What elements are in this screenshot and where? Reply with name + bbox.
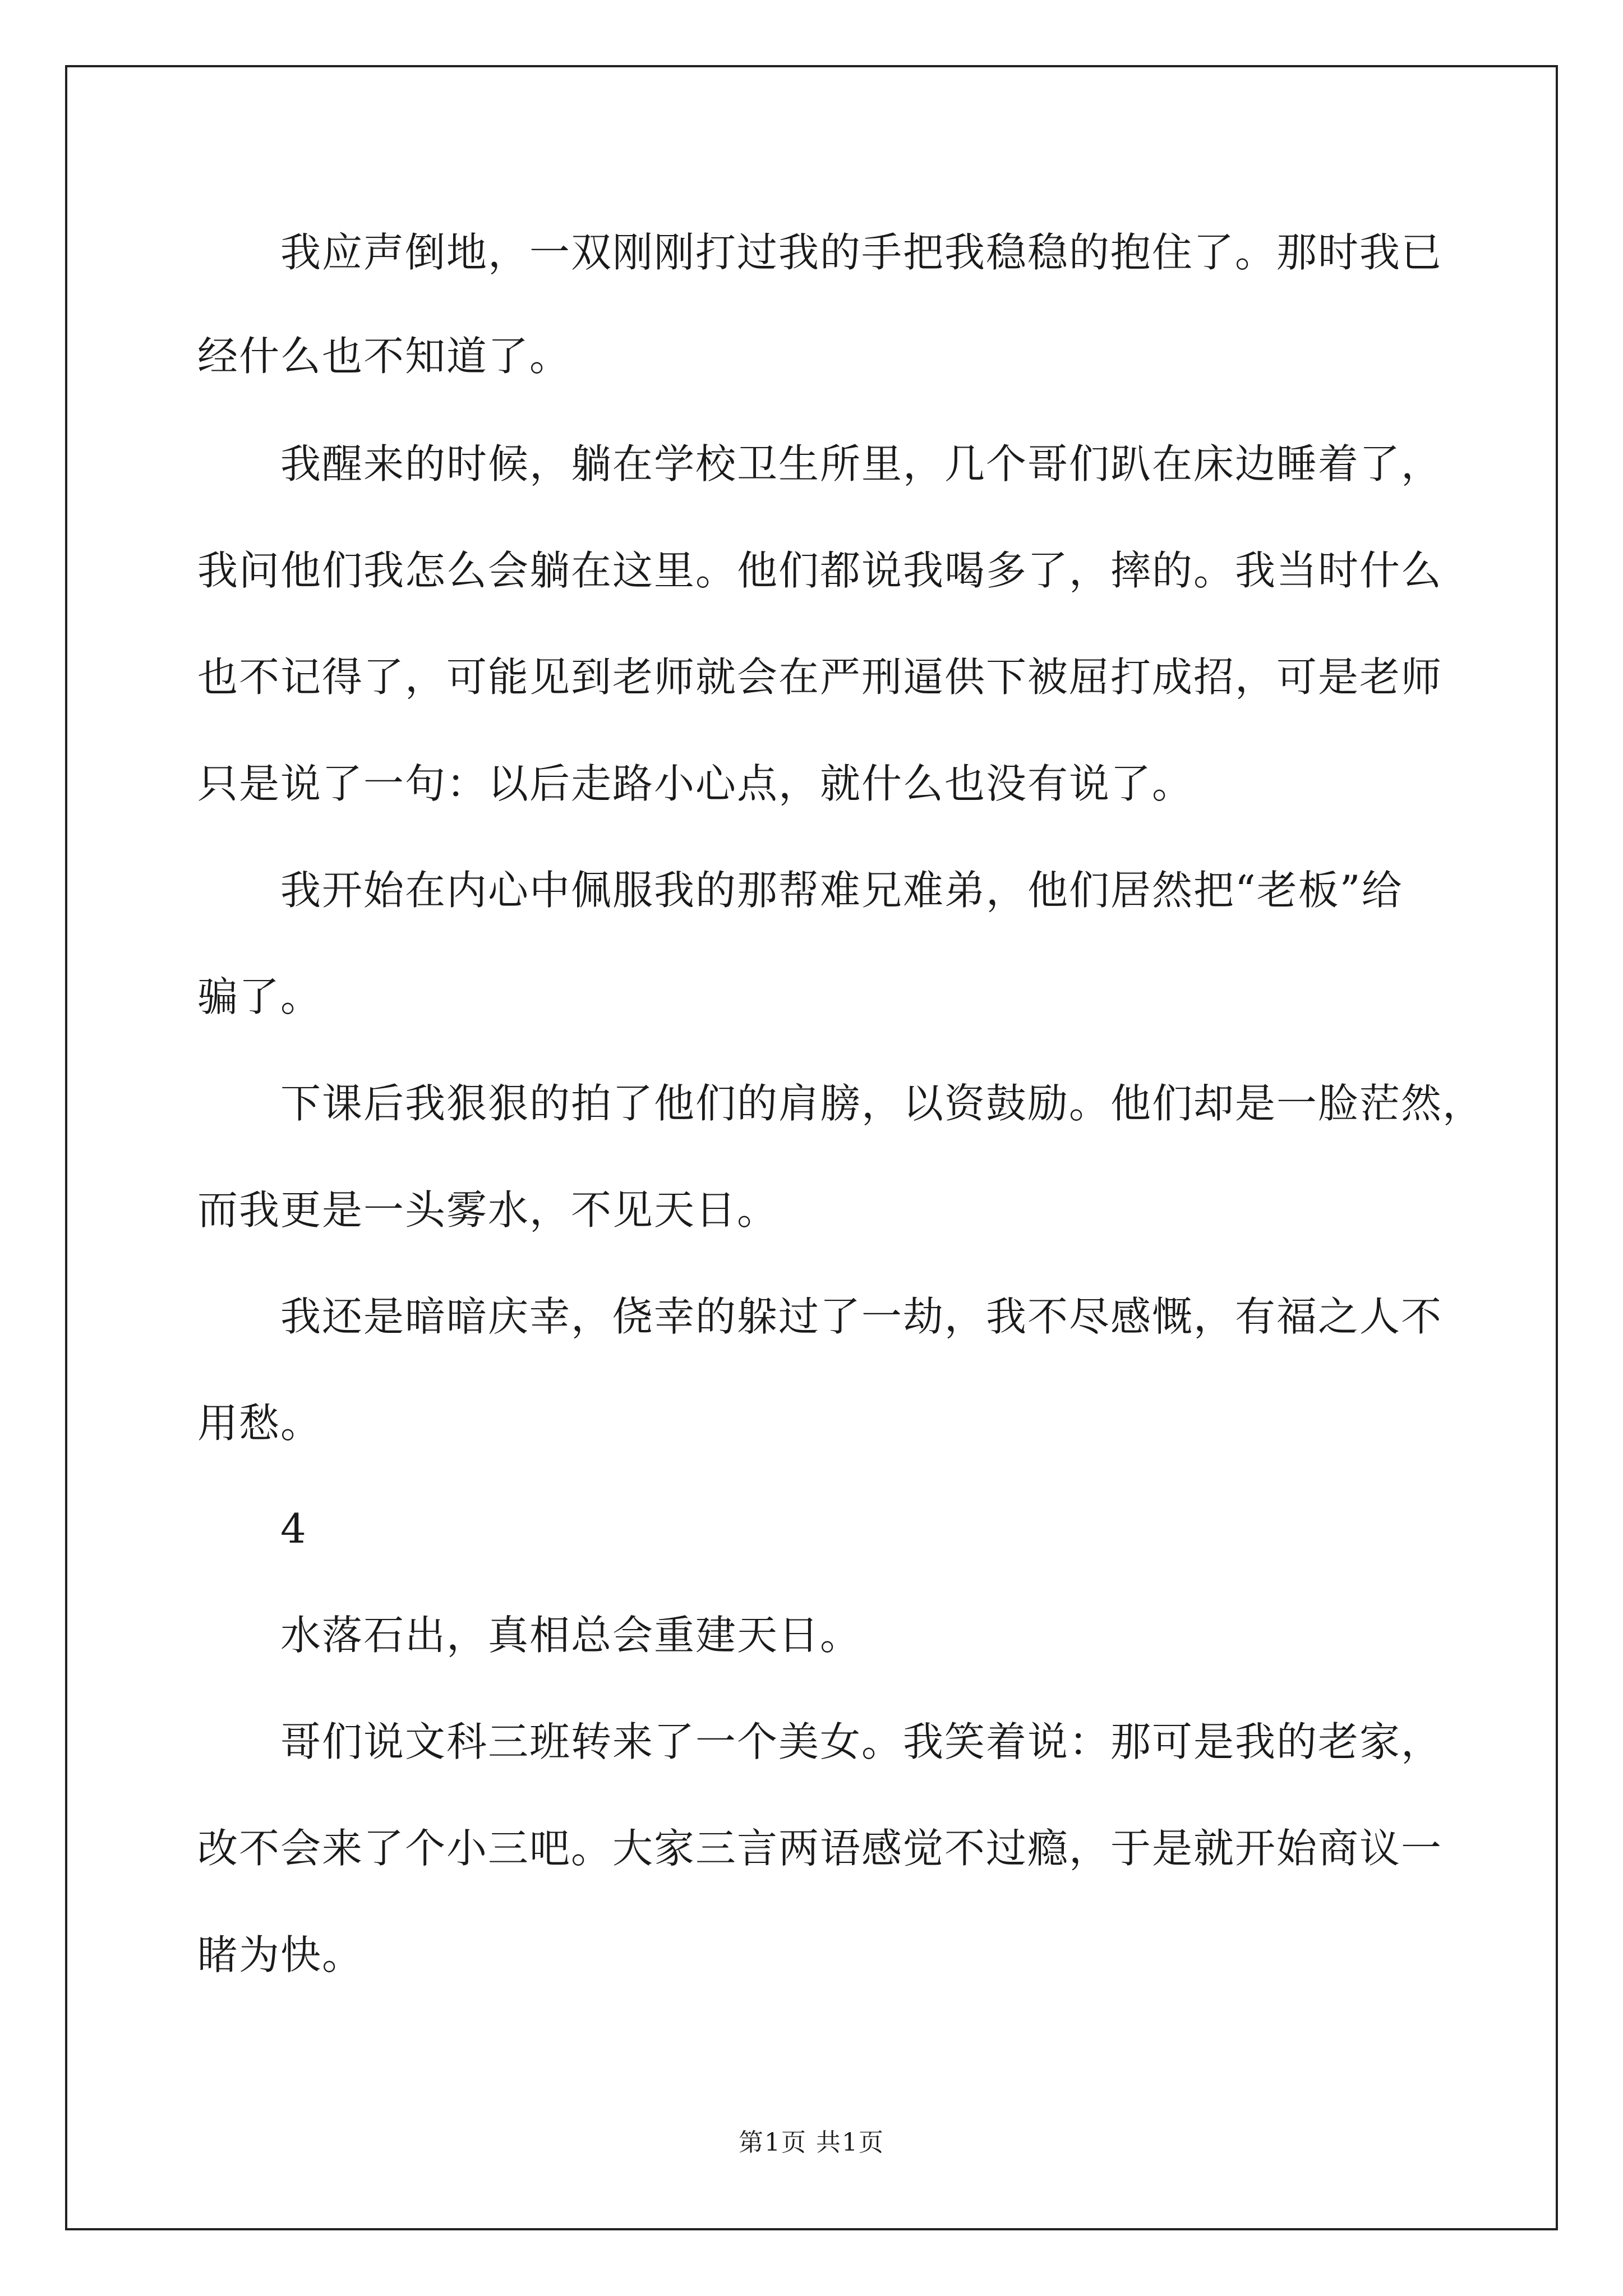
paragraph-line: 水落石出，真相总会重建天日。: [280, 1612, 862, 1659]
paragraph-line: 我问他们我怎么会躺在这里。他们都说我喝多了，摔的。我当时什么: [197, 547, 1443, 594]
paragraph-line: 哥们说文科三班转来了一个美女。我笑着说：那可是我的老家，: [280, 1718, 1443, 1765]
paragraph-line: 骗了。: [197, 973, 322, 1020]
paragraph-line: 经什么也不知道了。: [197, 333, 571, 380]
page-footer: 第1页 共1页: [739, 2128, 884, 2157]
paragraph-line: 下课后我狠狠的拍了他们的肩膀，以资鼓励。他们却是一脸茫然，: [280, 1080, 1484, 1127]
paragraph-line: 我醒来的时候，躺在学校卫生所里，几个哥们趴在床边睡着了，: [280, 440, 1443, 487]
paragraph-line: 我还是暗暗庆幸，侥幸的躲过了一劫，我不尽感慨，有福之人不: [280, 1293, 1443, 1340]
section-number: 4: [280, 1505, 307, 1552]
paragraph-line: 睹为快。: [197, 1931, 364, 1978]
page-border: [65, 65, 1558, 2230]
paragraph-line: 改不会来了个小三吧。大家三言两语感觉不过瘾，于是就开始商议一: [197, 1825, 1443, 1872]
paragraph-line: 也不记得了，可能见到老师就会在严刑逼供下被屈打成招，可是老师: [197, 654, 1443, 701]
paragraph-line: 我应声倒地，一双刚刚打过我的手把我稳稳的抱住了。那时我已: [280, 229, 1443, 276]
paragraph-line: 我开始在内心中佩服我的那帮难兄难弟，他们居然把“老板”给: [280, 867, 1403, 914]
paragraph-line: 只是说了一句：以后走路小心点，就什么也没有说了。: [197, 760, 1194, 807]
paragraph-line: 而我更是一头雾水，不见天日。: [197, 1186, 779, 1234]
paragraph-line: 用愁。: [197, 1400, 322, 1447]
